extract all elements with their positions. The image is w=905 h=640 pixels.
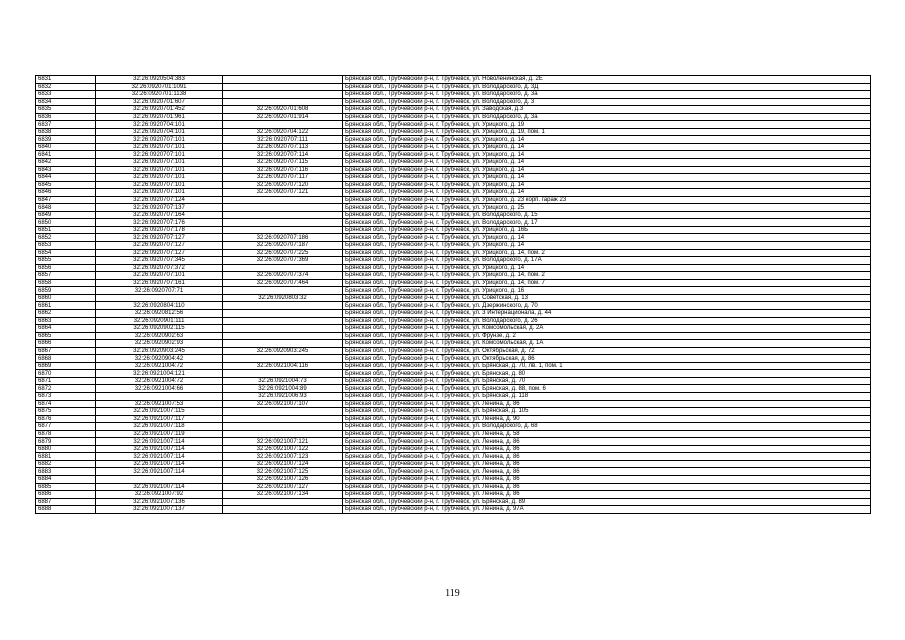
table-row: [36, 106, 871, 114]
table-row: [36, 392, 871, 400]
object-cadastral-number-cell: 32:26:0921007:126: [223, 475, 343, 483]
table-row: [36, 272, 871, 280]
record-number-cell: 6831: [36, 76, 96, 84]
address-cell: Брянская обл., Трубчевский р-н, г. Трубчевск, ул. Ленина, д. 86: [343, 460, 871, 468]
record-number-cell: 6852: [36, 234, 96, 242]
record-number-cell: 6840: [36, 143, 96, 151]
table-row: [36, 438, 871, 446]
parcel-cadastral-number-cell: 32:26:0921007:136: [96, 498, 223, 506]
record-number-cell: 6855: [36, 257, 96, 265]
parcel-cadastral-number-cell: 32:26:0921007:119: [96, 430, 223, 438]
address-cell: Брянская обл., Трубчевский р-н, г. Трубчевск, ул. Брянская, д. 105: [343, 408, 871, 416]
address-cell: Брянская обл., Трубчевский р-н, г. Трубчевск, ул. Урицкого, д. 14, пом. 7: [343, 279, 871, 287]
parcel-cadastral-number-cell: 32:26:0921004:121: [96, 370, 223, 378]
table-row: [36, 317, 871, 325]
table-row: [36, 128, 871, 136]
parcel-cadastral-number-cell: 32:26:0920504:383: [96, 76, 223, 84]
parcel-cadastral-number-cell: 32:26:0921007:137: [96, 506, 223, 514]
page-number: 119: [445, 588, 460, 599]
address-cell: Брянская обл., Трубчевский р-н, г. Трубчевск, ул. Володарского, д. 15: [343, 211, 871, 219]
parcel-cadastral-number-cell: 32:26:0920707:71: [96, 287, 223, 295]
parcel-cadastral-number-cell: 32:26:0920704:101: [96, 121, 223, 129]
table-row: [36, 309, 871, 317]
record-number-cell: 6837: [36, 121, 96, 129]
address-cell: Брянская обл., Трубчевский р-н, г. Трубчевск, ул. Ленина, д. 86: [343, 468, 871, 476]
parcel-cadastral-number-cell: 32:26:0920701:607: [96, 98, 223, 106]
table-row: [36, 506, 871, 514]
record-number-cell: 6838: [36, 128, 96, 136]
record-number-cell: 6839: [36, 136, 96, 144]
record-number-cell: 6845: [36, 181, 96, 189]
record-number-cell: 6876: [36, 415, 96, 423]
object-cadastral-number-cell: 32:26:0920707:374: [223, 272, 343, 280]
object-cadastral-number-cell: 32:26:0920707:120: [223, 181, 343, 189]
object-cadastral-number-cell: [223, 204, 343, 212]
object-cadastral-number-cell: [223, 415, 343, 423]
parcel-cadastral-number-cell: 32:26:0920707:101: [96, 174, 223, 182]
address-cell: Брянская обл., Трубчевский р-н, г. Трубчевск, ул. Володарского, д. 68: [343, 423, 871, 431]
object-cadastral-number-cell: 32:26:0920707:225: [223, 249, 343, 257]
object-cadastral-number-cell: [223, 121, 343, 129]
address-cell: Брянская обл., Трубчевский р-н, г. Трубчевск, ул. Урицкого, д. 14: [343, 234, 871, 242]
address-cell: Брянская обл., Трубчевский р-н, г. Трубчевск, ул. Новоленинская, д. 2Е: [343, 76, 871, 84]
table-row: [36, 143, 871, 151]
object-cadastral-number-cell: [223, 226, 343, 234]
record-number-cell: 6848: [36, 204, 96, 212]
object-cadastral-number-cell: [223, 423, 343, 431]
table-row: [36, 83, 871, 91]
parcel-cadastral-number-cell: 32:26:0920707:101: [96, 166, 223, 174]
address-cell: Брянская обл., Трубчевский р-н, г. Трубчевск, ул. Володарского, д. 17А: [343, 257, 871, 265]
table-row: [36, 234, 871, 242]
address-cell: Брянская обл., Трубчевский р-н, г. Трубчевск, ул. Ленина, д. 86: [343, 491, 871, 499]
record-number-cell: 6858: [36, 279, 96, 287]
address-cell: Брянская обл., Трубчевский р-н, г. Трубчевск, ул. Урицкого, д. 14: [343, 242, 871, 250]
parcel-cadastral-number-cell: 32:26:0920707:101: [96, 272, 223, 280]
object-cadastral-number-cell: 32:26:0920707:114: [223, 151, 343, 159]
address-cell: Брянская обл., Трубчевский р-н, г. Трубчевск, ул. Володарского, д. 26: [343, 317, 871, 325]
record-number-cell: 6846: [36, 189, 96, 197]
table-row: [36, 483, 871, 491]
address-cell: Брянская обл., Трубчевский р-н, г. Трубчевск, ул. Володарского, д. 17: [343, 219, 871, 227]
parcel-cadastral-number-cell: 32:26:0920707:101: [96, 151, 223, 159]
table-row: [36, 113, 871, 121]
table-row: [36, 453, 871, 461]
object-cadastral-number-cell: 32:26:0921004:116: [223, 362, 343, 370]
address-cell: Брянская обл., Трубчевский р-н, г. Трубчевск, ул. Ленина, д. 86: [343, 475, 871, 483]
parcel-cadastral-number-cell: 32:26:0920704:101: [96, 128, 223, 136]
table-row: [36, 355, 871, 363]
record-number-cell: 6861: [36, 302, 96, 310]
object-cadastral-number-cell: 32:26:0920701:608: [223, 106, 343, 114]
address-cell: Брянская обл., Трубчевский р-н, г. Трубчевск, ул. Брянская, д. 88, пом. 6: [343, 385, 871, 393]
record-number-cell: 6867: [36, 347, 96, 355]
parcel-cadastral-number-cell: 32:26:0920707:101: [96, 159, 223, 167]
parcel-cadastral-number-cell: 32:26:0921007:114: [96, 468, 223, 476]
record-number-cell: 6860: [36, 294, 96, 302]
object-cadastral-number-cell: 32:26:0920707:186: [223, 234, 343, 242]
record-number-cell: 6864: [36, 325, 96, 333]
parcel-cadastral-number-cell: 32:26:0921004:66: [96, 385, 223, 393]
table-row: [36, 325, 871, 333]
object-cadastral-number-cell: [223, 430, 343, 438]
parcel-cadastral-number-cell: 32:26:0920902:115: [96, 325, 223, 333]
table-row: [36, 468, 871, 476]
record-number-cell: 6880: [36, 445, 96, 453]
parcel-cadastral-number-cell: 32:26:0921007:114: [96, 438, 223, 446]
record-number-cell: 6884: [36, 475, 96, 483]
object-cadastral-number-cell: 32:26:0920803:32: [223, 294, 343, 302]
address-cell: Брянская обл., Трубчевский р-н, г. Трубчевск, ул. Урицкого, д. 14: [343, 151, 871, 159]
record-number-cell: 6836: [36, 113, 96, 121]
parcel-cadastral-number-cell: 32:26:0921004:72: [96, 362, 223, 370]
object-cadastral-number-cell: 32:26:0921004:73: [223, 377, 343, 385]
object-cadastral-number-cell: [223, 287, 343, 295]
record-number-cell: 6875: [36, 408, 96, 416]
address-cell: Брянская обл., Трубчевский р-н, г. Трубчевск, ул. Володарского, д. 3а: [343, 113, 871, 121]
property-registry-table: [35, 75, 871, 514]
parcel-cadastral-number-cell: [96, 475, 223, 483]
object-cadastral-number-cell: [223, 408, 343, 416]
table-row: [36, 249, 871, 257]
object-cadastral-number-cell: 32:26:0921007:107: [223, 400, 343, 408]
record-number-cell: 6849: [36, 211, 96, 219]
parcel-cadastral-number-cell: 32:26:0920707:127: [96, 242, 223, 250]
record-number-cell: 6882: [36, 460, 96, 468]
address-cell: Брянская обл., Трубчевский р-н, г. Трубчевск, ул. Ленина, д. 90: [343, 415, 871, 423]
object-cadastral-number-cell: [223, 332, 343, 340]
table-row: [36, 121, 871, 129]
address-cell: Брянская обл., Трубчевский р-н, г. Трубчевск, ул. Ленина, д. 86: [343, 483, 871, 491]
parcel-cadastral-number-cell: [96, 294, 223, 302]
record-number-cell: 6843: [36, 166, 96, 174]
parcel-cadastral-number-cell: 32:26:0920701:452: [96, 106, 223, 114]
record-number-cell: 6850: [36, 219, 96, 227]
table-row: [36, 400, 871, 408]
object-cadastral-number-cell: [223, 498, 343, 506]
table-row: [36, 491, 871, 499]
address-cell: Брянская обл., Трубчевский р-н, г. Трубчевск, ул. Ленина, д. 86: [343, 400, 871, 408]
record-number-cell: 6877: [36, 423, 96, 431]
address-cell: Брянская обл., Трубчевский р-н, г. Трубчевск, ул. Урицкого, д. 19: [343, 121, 871, 129]
address-cell: Брянская обл., Трубчевский р-н, г. Трубчевск, ул. Ленина, д. 86: [343, 445, 871, 453]
parcel-cadastral-number-cell: 32:26:0920707:101: [96, 189, 223, 197]
address-cell: Брянская обл., Трубчевский р-н, г. Трубчевск, ул. Володарского, д. 3а: [343, 91, 871, 99]
table-row: [36, 174, 871, 182]
object-cadastral-number-cell: [223, 506, 343, 514]
table-row: [36, 181, 871, 189]
object-cadastral-number-cell: 32:26:0920707:117: [223, 174, 343, 182]
parcel-cadastral-number-cell: 32:26:0920707:176: [96, 219, 223, 227]
object-cadastral-number-cell: [223, 91, 343, 99]
record-number-cell: 6878: [36, 430, 96, 438]
object-cadastral-number-cell: 32:26:0920701:914: [223, 113, 343, 121]
parcel-cadastral-number-cell: 32:26:0920707:124: [96, 196, 223, 204]
address-cell: Брянская обл., Трубчевский р-н, г. Трубчевск, ул. Урицкого, д. 23 корп. гараж 23: [343, 196, 871, 204]
object-cadastral-number-cell: 32:26:0921007:134: [223, 491, 343, 499]
object-cadastral-number-cell: 32:26:0920707:121: [223, 189, 343, 197]
table-row: [36, 219, 871, 227]
table-row: [36, 347, 871, 355]
table-row: [36, 136, 871, 144]
record-number-cell: 6869: [36, 362, 96, 370]
parcel-cadastral-number-cell: [96, 392, 223, 400]
object-cadastral-number-cell: 32:26:0920707:369: [223, 257, 343, 265]
record-number-cell: 6873: [36, 392, 96, 400]
address-cell: Брянская обл., Трубчевский р-н, г. Трубчевск, ул. Комсомольская, д. 2А: [343, 325, 871, 333]
address-cell: Брянская обл., Трубчевский р-н, г. Трубчевск, ул. Советская, д. 13: [343, 294, 871, 302]
parcel-cadastral-number-cell: 32:26:0920701:1091: [96, 83, 223, 91]
parcel-cadastral-number-cell: 32:26:0920701:961: [96, 113, 223, 121]
parcel-cadastral-number-cell: 32:26:0920707:127: [96, 234, 223, 242]
record-number-cell: 6885: [36, 483, 96, 491]
object-cadastral-number-cell: 32:26:0921007:127: [223, 483, 343, 491]
table-row: [36, 370, 871, 378]
parcel-cadastral-number-cell: 32:26:0921007:114: [96, 453, 223, 461]
object-cadastral-number-cell: 32:26:0921007:123: [223, 453, 343, 461]
address-cell: Брянская обл., Трубчевский р-н, г. Трубчевск, ул. 3 Интернационала, д. 44: [343, 309, 871, 317]
address-cell: Брянская обл., Трубчевский р-н, г. Трубчевск, ул. Урицкого, д. 14, пом. 2: [343, 272, 871, 280]
parcel-cadastral-number-cell: 32:26:0921007:92: [96, 491, 223, 499]
object-cadastral-number-cell: [223, 340, 343, 348]
table-row: [36, 423, 871, 431]
address-cell: Брянская обл., Трубчевский р-н, г. Трубчевск, ул. Ленина, д. 86: [343, 453, 871, 461]
record-number-cell: 6842: [36, 159, 96, 167]
address-cell: Брянская обл., Трубчевский р-н, г. Трубчевск, ул. Фрунзе, д. 2: [343, 332, 871, 340]
record-number-cell: 6859: [36, 287, 96, 295]
address-cell: Брянская обл., Трубчевский р-н, г. Трубчевск, ул. Октябрьская, д. 72: [343, 347, 871, 355]
table-row: [36, 226, 871, 234]
parcel-cadastral-number-cell: 32:26:0920707:137: [96, 204, 223, 212]
parcel-cadastral-number-cell: 32:26:0920903:245: [96, 347, 223, 355]
record-number-cell: 6844: [36, 174, 96, 182]
table-row: [36, 302, 871, 310]
address-cell: Брянская обл., Трубчевский р-н, г. Трубчевск, ул. Октябрьская, д. 86: [343, 355, 871, 363]
address-cell: Брянская обл., Трубчевский р-н, г. Трубчевск, ул. Урицкого, д. 14: [343, 189, 871, 197]
object-cadastral-number-cell: 32:26:0921007:122: [223, 445, 343, 453]
parcel-cadastral-number-cell: 32:26:0920904:42: [96, 355, 223, 363]
address-cell: Брянская обл., Трубчевский р-н, г. Трубчевск, ул. Урицкого, д. 14: [343, 264, 871, 272]
parcel-cadastral-number-cell: 32:26:0920804:110: [96, 302, 223, 310]
address-cell: Брянская обл., Трубчевский р-н, г. Трубчевск, ул. Урицкого, д. 14: [343, 136, 871, 144]
parcel-cadastral-number-cell: 32:26:0921007:114: [96, 483, 223, 491]
address-cell: Брянская обл., Трубчевский р-н, г. Трубчевск, ул. Володарского, д. 3Д: [343, 83, 871, 91]
parcel-cadastral-number-cell: 32:26:0920701:1138: [96, 91, 223, 99]
table-row: [36, 408, 871, 416]
table-row: [36, 385, 871, 393]
table-row: [36, 98, 871, 106]
parcel-cadastral-number-cell: 32:26:0921007:117: [96, 415, 223, 423]
parcel-cadastral-number-cell: 32:26:0920707:164: [96, 211, 223, 219]
address-cell: Брянская обл., Трубчевский р-н, г. Трубчевск, ул. Урицкого, д. 16Б: [343, 226, 871, 234]
parcel-cadastral-number-cell: 32:26:0920707:178: [96, 226, 223, 234]
parcel-cadastral-number-cell: 32:26:0920707:101: [96, 143, 223, 151]
record-number-cell: 6870: [36, 370, 96, 378]
table-row: [36, 340, 871, 348]
table-row: [36, 294, 871, 302]
parcel-cadastral-number-cell: 32:26:0921004:72: [96, 377, 223, 385]
address-cell: Брянская обл., Трубчевский р-н, г. Трубчевск, ул. Урицкого, д. 14: [343, 166, 871, 174]
parcel-cadastral-number-cell: 32:26:0920707:161: [96, 279, 223, 287]
table-row: [36, 475, 871, 483]
table-row: [36, 264, 871, 272]
address-cell: Брянская обл., Трубчевский р-н, г. Трубчевск, ул. Ленина, д. 58: [343, 430, 871, 438]
address-cell: Брянская обл., Трубчевский р-н, г. Трубчевск, ул. Урицкого, д. 16: [343, 287, 871, 295]
record-number-cell: 6879: [36, 438, 96, 446]
address-cell: Брянская обл., Трубчевский р-н, г. Трубчевск, ул. Брянская, д. 89: [343, 498, 871, 506]
parcel-cadastral-number-cell: 32:26:0920901:111: [96, 317, 223, 325]
object-cadastral-number-cell: 32:26:0920704:122: [223, 128, 343, 136]
object-cadastral-number-cell: 32:26:0920707:187: [223, 242, 343, 250]
object-cadastral-number-cell: 32:26:0920707:115: [223, 159, 343, 167]
address-cell: Брянская обл., Трубчевский р-н, г. Трубчевск, ул. Урицкого, д. 14: [343, 174, 871, 182]
table-row: [36, 211, 871, 219]
object-cadastral-number-cell: [223, 317, 343, 325]
address-cell: Брянская обл., Трубчевский р-н, г. Трубчевск, ул. Комсомольская, д. 1А: [343, 340, 871, 348]
object-cadastral-number-cell: 32:26:0921007:125: [223, 468, 343, 476]
object-cadastral-number-cell: [223, 219, 343, 227]
record-number-cell: 6886: [36, 491, 96, 499]
object-cadastral-number-cell: 32:26:0920707:464: [223, 279, 343, 287]
table-row: [36, 166, 871, 174]
parcel-cadastral-number-cell: 32:26:0920707:127: [96, 249, 223, 257]
parcel-cadastral-number-cell: 32:26:0921007:118: [96, 423, 223, 431]
table-row: [36, 91, 871, 99]
table-row: [36, 204, 871, 212]
table-row: [36, 196, 871, 204]
object-cadastral-number-cell: [223, 83, 343, 91]
object-cadastral-number-cell: [223, 302, 343, 310]
table-row: [36, 430, 871, 438]
record-number-cell: 6832: [36, 83, 96, 91]
parcel-cadastral-number-cell: 32:26:0920812:56: [96, 309, 223, 317]
table-row: [36, 287, 871, 295]
table-row: [36, 362, 871, 370]
record-number-cell: 6868: [36, 355, 96, 363]
parcel-cadastral-number-cell: 32:26:0920707:345: [96, 257, 223, 265]
object-cadastral-number-cell: 32:26:0920707:116: [223, 166, 343, 174]
object-cadastral-number-cell: 32:26:0921007:121: [223, 438, 343, 446]
address-cell: Брянская обл., Трубчевский р-н, г. Трубчевск, ул. Урицкого, д. 19, пом. 1: [343, 128, 871, 136]
table-row: [36, 76, 871, 84]
object-cadastral-number-cell: 32:26:0921004:89: [223, 385, 343, 393]
table-row: [36, 242, 871, 250]
record-number-cell: 6865: [36, 332, 96, 340]
address-cell: Брянская обл., Трубчевский р-н, г. Трубчевск, ул. Брянская, д. 80: [343, 370, 871, 378]
table-row: [36, 159, 871, 167]
parcel-cadastral-number-cell: 32:26:0920707:372: [96, 264, 223, 272]
parcel-cadastral-number-cell: 32:26:0920707:101: [96, 181, 223, 189]
address-cell: Брянская обл., Трубчевский р-н, г. Трубчевск, ул. Урицкого, д. 25: [343, 204, 871, 212]
address-cell: Брянская обл., Трубчевский р-н, г. Трубчевск, ул. Володарского, д. 3: [343, 98, 871, 106]
record-number-cell: 6874: [36, 400, 96, 408]
object-cadastral-number-cell: 32:26:0920707:113: [223, 143, 343, 151]
registry-table-body: [36, 76, 871, 514]
table-row: [36, 460, 871, 468]
record-number-cell: 6857: [36, 272, 96, 280]
table-row: [36, 498, 871, 506]
table-row: [36, 189, 871, 197]
record-number-cell: 6854: [36, 249, 96, 257]
record-number-cell: 6835: [36, 106, 96, 114]
address-cell: Брянская обл., Трубчевский р-н, г. Трубчевск, ул. Урицкого, д. 14: [343, 143, 871, 151]
address-cell: Брянская обл., Трубчевский р-н, г. Трубчевск, ул. Урицкого, д. 14: [343, 159, 871, 167]
object-cadastral-number-cell: [223, 211, 343, 219]
record-number-cell: 6853: [36, 242, 96, 250]
address-cell: Брянская обл., Трубчевский р-н, г. Трубчевск, ул. Ленина, д. 86: [343, 438, 871, 446]
object-cadastral-number-cell: [223, 370, 343, 378]
record-number-cell: 6833: [36, 91, 96, 99]
address-cell: Брянская обл., Трубчевский р-н, г. Трубчевск, ул. Брянская, д. 118: [343, 392, 871, 400]
record-number-cell: 6883: [36, 468, 96, 476]
object-cadastral-number-cell: [223, 98, 343, 106]
record-number-cell: 6856: [36, 264, 96, 272]
table-row: [36, 257, 871, 265]
parcel-cadastral-number-cell: 32:26:0920902:63: [96, 332, 223, 340]
table-row: [36, 332, 871, 340]
record-number-cell: 6834: [36, 98, 96, 106]
object-cadastral-number-cell: [223, 196, 343, 204]
table-row: [36, 445, 871, 453]
parcel-cadastral-number-cell: 32:26:0921007:53: [96, 400, 223, 408]
record-number-cell: 6863: [36, 317, 96, 325]
record-number-cell: 6888: [36, 506, 96, 514]
record-number-cell: 6887: [36, 498, 96, 506]
parcel-cadastral-number-cell: 32:26:0921007:115: [96, 408, 223, 416]
record-number-cell: 6872: [36, 385, 96, 393]
parcel-cadastral-number-cell: 32:26:0920707:101: [96, 136, 223, 144]
parcel-cadastral-number-cell: 32:26:0921007:114: [96, 460, 223, 468]
object-cadastral-number-cell: [223, 264, 343, 272]
address-cell: Брянская обл., Трубчевский р-н, г. Трубчевск, ул. Дзержинского, д. 70: [343, 302, 871, 310]
address-cell: Брянская обл., Трубчевский р-н, г. Трубчевск, ул. Заводская, д.3: [343, 106, 871, 114]
record-number-cell: 6847: [36, 196, 96, 204]
parcel-cadastral-number-cell: 32:26:0921007:114: [96, 445, 223, 453]
table-row: [36, 279, 871, 287]
table-row: [36, 377, 871, 385]
record-number-cell: 6862: [36, 309, 96, 317]
address-cell: Брянская обл., Трубчевский р-н, г. Трубчевск, ул. Брянская, д. 70, лв. 1, пом. 1: [343, 362, 871, 370]
object-cadastral-number-cell: 32:26:0921007:124: [223, 460, 343, 468]
record-number-cell: 6866: [36, 340, 96, 348]
record-number-cell: 6881: [36, 453, 96, 461]
record-number-cell: 6851: [36, 226, 96, 234]
address-cell: Брянская обл., Трубчевский р-н, г. Трубчевск, ул. Брянская, д. 70: [343, 377, 871, 385]
object-cadastral-number-cell: [223, 309, 343, 317]
address-cell: Брянская обл., Трубчевский р-н, г. Трубчевск, ул. Урицкого, д. 14, пом. 2: [343, 249, 871, 257]
object-cadastral-number-cell: 32:26:0920707:111: [223, 136, 343, 144]
object-cadastral-number-cell: [223, 355, 343, 363]
table-row: [36, 151, 871, 159]
table-row: [36, 415, 871, 423]
object-cadastral-number-cell: 32:26:0921006:93: [223, 392, 343, 400]
object-cadastral-number-cell: 32:26:0920903:245: [223, 347, 343, 355]
address-cell: Брянская обл., Трубчевский р-н, г. Трубчевск, ул. Ленина, д. 97А: [343, 506, 871, 514]
address-cell: Брянская обл., Трубчевский р-н, г. Трубчевск, ул. Урицкого, д. 14: [343, 181, 871, 189]
parcel-cadastral-number-cell: 32:26:0920902:93: [96, 340, 223, 348]
object-cadastral-number-cell: [223, 76, 343, 84]
object-cadastral-number-cell: [223, 325, 343, 333]
record-number-cell: 6871: [36, 377, 96, 385]
record-number-cell: 6841: [36, 151, 96, 159]
